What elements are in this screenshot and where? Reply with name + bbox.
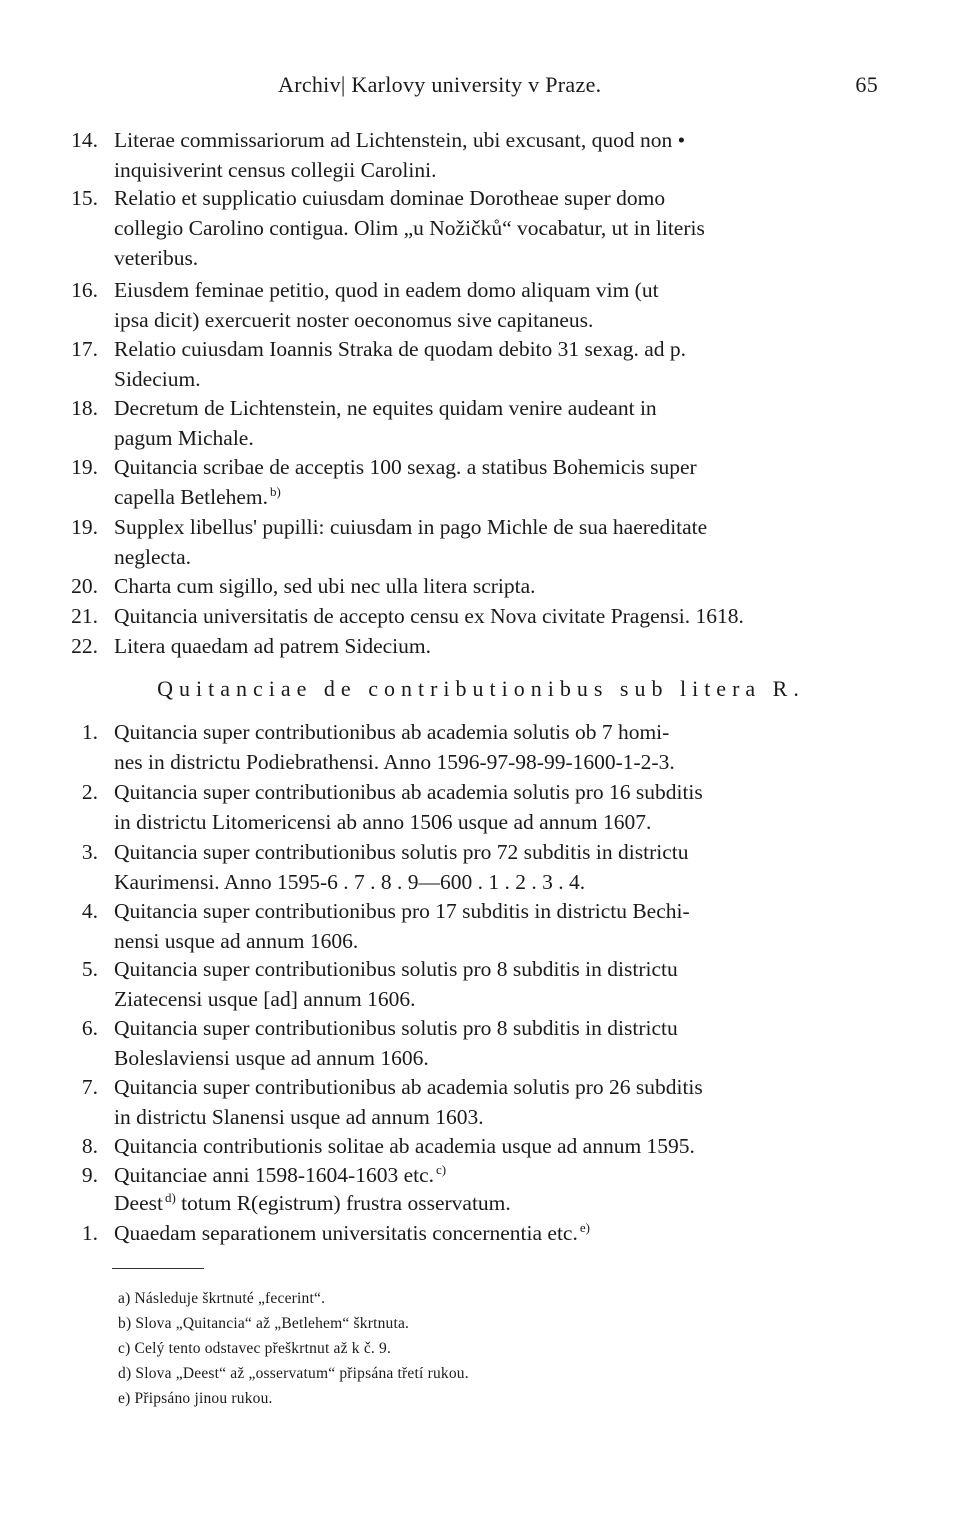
- item-text-line: [114, 604, 744, 629]
- item-text-line: [114, 987, 416, 1012]
- item-number: 8.: [81, 1134, 98, 1158]
- item-text: Quitancia scribae de acceptis 100 sexag. a statibus Bohemicis super: [114, 455, 697, 479]
- item-text: collegio Carolino contigua. Olim „u Nožičků“ vocabatur, ut in literis: [114, 216, 705, 240]
- item-text: capella Betlehem.: [114, 485, 269, 509]
- item-text: Quitancia super contributionibus ab academia solutis pro 16 subditis: [114, 780, 703, 804]
- item-text-line: [114, 870, 585, 895]
- item-text-line: [114, 278, 659, 303]
- item-text: Quitancia super contributionibus solutis pro 8 subditis in districtu: [114, 957, 678, 981]
- footnote-marker: b): [270, 483, 281, 499]
- item-text-line: [114, 158, 436, 183]
- running-title: Archiv| Karlovy university v Praze.: [278, 72, 602, 97]
- item-text: Relatio et supplicatio cuiusdam dominae Dorotheae super domo: [114, 186, 666, 210]
- item-text-line: [114, 750, 675, 775]
- item-text-line: [114, 1163, 446, 1188]
- footnote: a) Následuje škrtnuté „fecerint“.: [118, 1290, 326, 1307]
- item-text: Boleslaviensi usque ad annum 1606.: [114, 1046, 429, 1070]
- footnote-divider: [112, 1268, 204, 1269]
- item-text: nensi usque ad annum 1606.: [114, 929, 359, 953]
- item-text-line: [114, 128, 685, 153]
- item-text: Decretum de Lichtenstein, ne equites quidam venire audeant in: [114, 396, 657, 420]
- item-number: 19.: [71, 515, 98, 539]
- item-text-tail: totum R(egistrum) frustra osservatum.: [175, 1191, 511, 1215]
- item-text-line: [114, 216, 705, 241]
- footnote: b) Slova „Quitancia“ až „Betlehem“ škrtnuta.: [118, 1315, 410, 1332]
- item-text-line: [114, 426, 254, 451]
- item-text: Literae commissariorum ad Lichtenstein, ubi excusant, quod non •: [114, 128, 686, 152]
- item-text: Eiusdem feminae petitio, quod in eadem domo aliquam vim (ut: [114, 278, 659, 302]
- item-number: 6.: [81, 1016, 98, 1040]
- footnote: c) Celý tento odstavec přeškrtnut až k č. 9.: [118, 1340, 392, 1357]
- item-number: 14.: [71, 128, 98, 152]
- item-text: Relatio cuiusdam Ioannis Straka de quodam debito 31 sexag. ad p.: [114, 337, 687, 361]
- item-text-line: [114, 396, 657, 421]
- item-text-line: [114, 186, 665, 211]
- item-number: 19.: [71, 455, 98, 479]
- item-text-line: [114, 1105, 484, 1130]
- item-number: 17.: [71, 337, 98, 361]
- item-text-line: [114, 840, 689, 865]
- item-text: inquisiverint census collegii Carolini.: [114, 158, 437, 182]
- item-text-line: [114, 574, 536, 599]
- item-text-line: [114, 367, 201, 392]
- item-text: ipsa dicit) exercuerit noster oeconomus sive capitaneus.: [114, 308, 594, 332]
- section-heading: Quitanciae de contributionibus sub litera R.: [157, 676, 805, 701]
- item-text: Supplex libellus' pupilli: cuiusdam in pago Michle de sua haereditate: [114, 515, 708, 539]
- item-text-line: [114, 780, 703, 805]
- page-number: 65: [855, 72, 878, 97]
- item-text-line: [114, 720, 669, 745]
- item-text: Quitancia super contributionibus solutis pro 8 subditis in districtu: [114, 1016, 678, 1040]
- item-text-line: [114, 545, 191, 570]
- item-text-line: [114, 1016, 678, 1041]
- item-number: 18.: [71, 396, 98, 420]
- item-number: 5.: [81, 957, 98, 981]
- item-text-line: [114, 929, 358, 954]
- item-text: in districtu Litomericensi ab anno 1506 usque ad annum 1607.: [114, 810, 652, 834]
- item-text: in districtu Slanensi usque ad annum 1603.: [114, 1105, 484, 1129]
- item-text-line: [114, 1221, 590, 1246]
- item-text: Quitanciae anni 1598-1604-1603 etc.: [114, 1163, 435, 1187]
- item-text: Quitancia contributionis solitae ab academia usque ad annum 1595.: [114, 1134, 695, 1158]
- item-text: Deest: [114, 1191, 163, 1215]
- item-text: Quitancia universitatis de accepto censu ex Nova civitate Pragensi. 1618.: [114, 604, 744, 628]
- item-text-line: [114, 1075, 703, 1100]
- footnote-marker: d): [164, 1189, 176, 1205]
- item-text: Quaedam separationem universitatis concernentia etc.: [114, 1221, 578, 1245]
- item-text-line: [114, 957, 678, 982]
- item-text: Ziatecensi usque [ad] annum 1606.: [114, 987, 416, 1011]
- item-number: 1.: [81, 720, 98, 744]
- item-text: Litera quaedam ad patrem Sidecium.: [114, 634, 431, 658]
- item-text-line: [114, 1134, 695, 1159]
- item-number: 4.: [81, 899, 98, 923]
- item-number: 16.: [71, 278, 98, 302]
- item-text: Sidecium.: [114, 367, 201, 391]
- item-number: 15.: [71, 186, 98, 210]
- item-number: 9.: [81, 1163, 98, 1187]
- item-text: Quitancia super contributionibus pro 17 subditis in districtu Bechi-: [114, 899, 690, 923]
- item-text-line: [114, 899, 690, 924]
- item-text: Quitancia super contributionibus ab academia solutis pro 26 subditis: [114, 1075, 703, 1099]
- item-number: 7.: [81, 1075, 98, 1099]
- item-text-line: [114, 634, 431, 659]
- item-text-line: [114, 337, 686, 362]
- item-text-line: [114, 455, 697, 480]
- footnote: e) Připsáno jinou rukou.: [118, 1390, 273, 1407]
- item-text: Kaurimensi. Anno 1595-6 . 7 . 8 . 9—600 . 1 . 2 . 3 . 4.: [114, 870, 586, 894]
- item-text: pagum Michale.: [114, 426, 254, 450]
- item-text: Quitancia super contributionibus solutis pro 72 subditis in districtu: [114, 840, 689, 864]
- item-text: veteribus.: [114, 246, 199, 270]
- page-header: [0, 72, 960, 102]
- item-text-line: [114, 1191, 511, 1216]
- footnote-marker: c): [436, 1161, 447, 1177]
- item-text: nes in districtu Podiebrathensi. Anno 1596-97-98-99-1600-1-2-3.: [114, 750, 675, 774]
- item-number: 1.: [81, 1221, 98, 1245]
- item-text-line: [114, 246, 198, 271]
- item-number: 22.: [71, 634, 98, 658]
- item-text-line: [114, 1046, 429, 1071]
- item-number: 3.: [81, 840, 98, 864]
- item-text-line: [114, 308, 593, 333]
- footnote-marker: e): [579, 1219, 590, 1235]
- item-text: neglecta.: [114, 545, 191, 569]
- item-number: 21.: [71, 604, 98, 628]
- item-text: Quitancia super contributionibus ab academia solutis ob 7 homi-: [114, 720, 670, 744]
- item-text-line: [114, 515, 707, 540]
- item-text-line: [114, 485, 281, 510]
- item-text: Charta cum sigillo, sed ubi nec ulla litera scripta.: [114, 574, 536, 598]
- item-text-line: [114, 810, 651, 835]
- item-number: 20.: [71, 574, 98, 598]
- footnote: d) Slova „Deest“ až „osservatum“ připsána třetí rukou.: [118, 1365, 469, 1382]
- item-number: 2.: [81, 780, 98, 804]
